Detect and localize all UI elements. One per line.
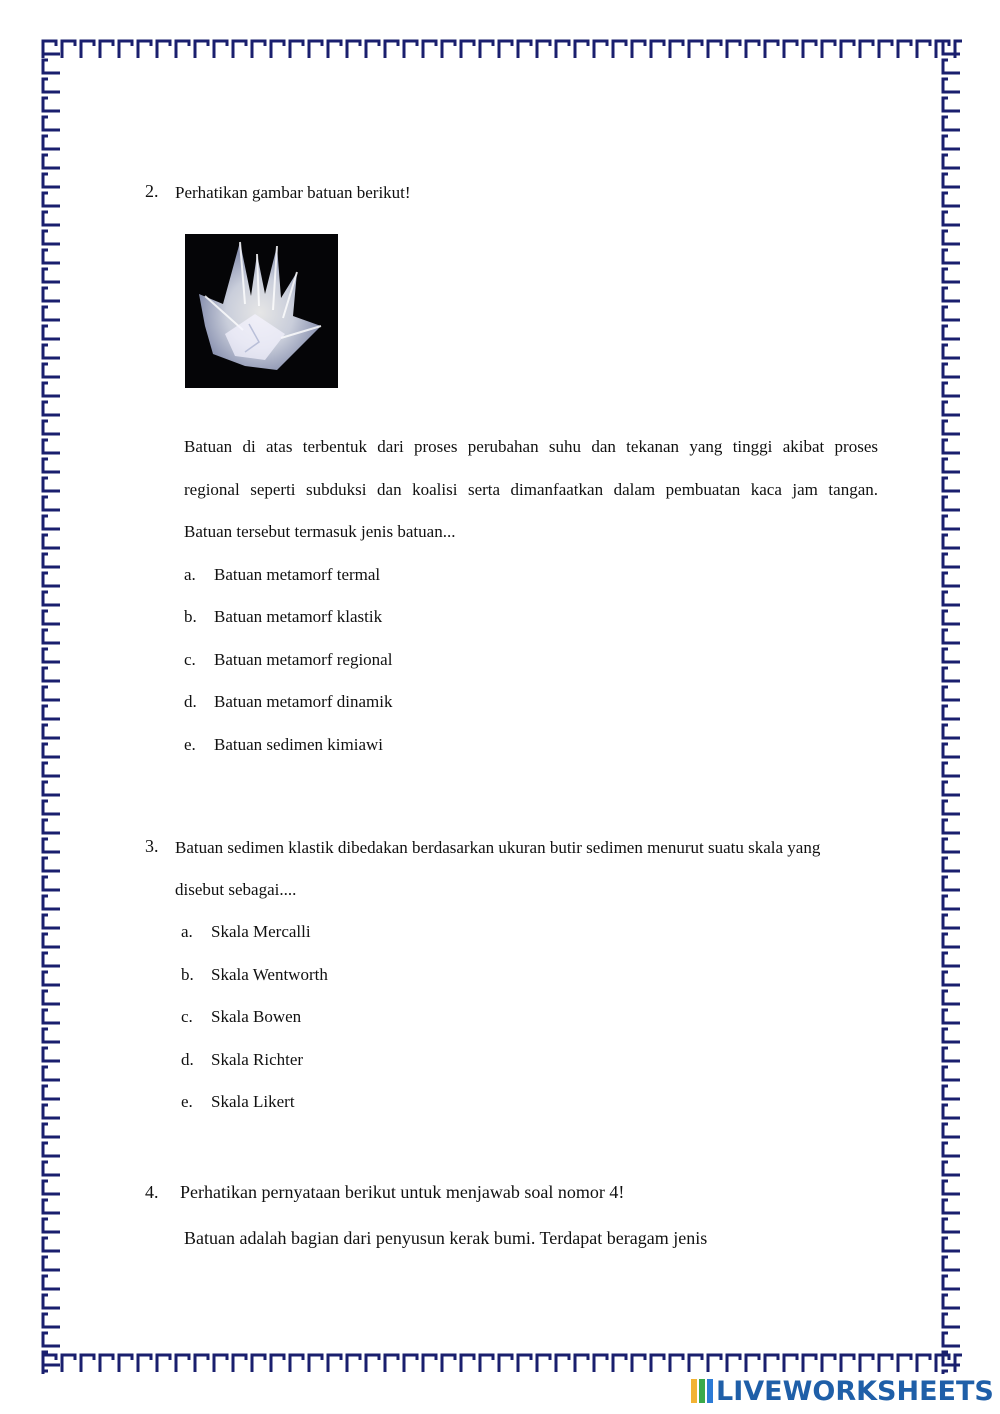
passage-line: Batuan di atas terbentuk dari proses perubahan suhu dan tekanan yang tinggi akibat proses [184,437,878,456]
question-2-option-a[interactable] [184,565,380,585]
option-text: Batuan metamorf regional [214,650,393,669]
question-2-option-c[interactable] [184,650,392,670]
passage-line: regional seperti subduksi dan koalisi serta dimanfaatkan dalam pembuatan kaca jam tangan. [184,479,878,499]
question-2-option-b[interactable] [184,607,382,627]
question-4-prompt: Perhatikan pernyataan berikut untuk menjawab soal nomor 4! [180,1182,625,1202]
question-3-option-d[interactable] [181,1050,303,1070]
question-2-prompt: Perhatikan gambar batuan berikut! [175,183,411,202]
liveworksheets-logo-text: LIVEWORKSHEETS [716,1375,994,1407]
option-letter: b. [181,965,194,984]
option-text: Skala Mercalli [211,922,311,941]
option-letter: b. [184,607,197,626]
option-letter: e. [181,1092,193,1111]
page-border-right [940,38,962,1374]
option-text: Skala Richter [211,1050,304,1069]
option-text: Batuan metamorf klastik [214,607,383,626]
option-text: Skala Wentworth [211,965,328,984]
question-2-number: 2. [145,181,159,201]
option-text: Skala Bowen [211,1007,302,1026]
question-4-passage: Batuan adalah bagian dari penyusun kerak bumi. Terdapat beragam jenis [184,1228,708,1248]
quartz-crystal-image [185,234,338,388]
option-text: Batuan metamorf dinamik [214,692,393,711]
option-letter: a. [181,922,193,941]
option-letter: d. [181,1050,194,1069]
question-3-prompt-line-1: Batuan sedimen klastik dibedakan berdasarkan ukuran butir sedimen menurut suatu skala yang [175,838,821,857]
question-3-option-c[interactable] [181,1007,301,1027]
option-letter: c. [181,1007,193,1026]
question-3-number: 3. [145,836,159,856]
option-text: Batuan metamorf termal [214,565,381,584]
passage-line: Batuan tersebut termasuk jenis batuan... [184,522,456,541]
question-2-passage [184,426,878,554]
option-letter: a. [184,565,196,584]
option-letter: e. [184,735,196,754]
liveworksheets-logo-icon [690,1377,714,1405]
question-3-prompt-line-2: disebut sebagai.... [175,880,297,899]
page-border-left [40,38,62,1374]
question-2-option-d[interactable] [184,692,392,712]
liveworksheets-logo [690,1376,994,1406]
page-border-top [40,38,962,60]
question-3-option-e[interactable] [181,1092,295,1112]
question-4-number: 4. [145,1182,159,1202]
option-text: Batuan sedimen kimiawi [214,735,384,754]
question-3-option-b[interactable] [181,965,328,985]
question-2-option-e[interactable] [184,735,383,755]
option-text: Skala Likert [211,1092,295,1111]
question-3-option-a[interactable] [181,922,311,942]
option-letter: c. [184,650,196,669]
option-letter: d. [184,692,197,711]
page-border-bottom [40,1352,962,1374]
